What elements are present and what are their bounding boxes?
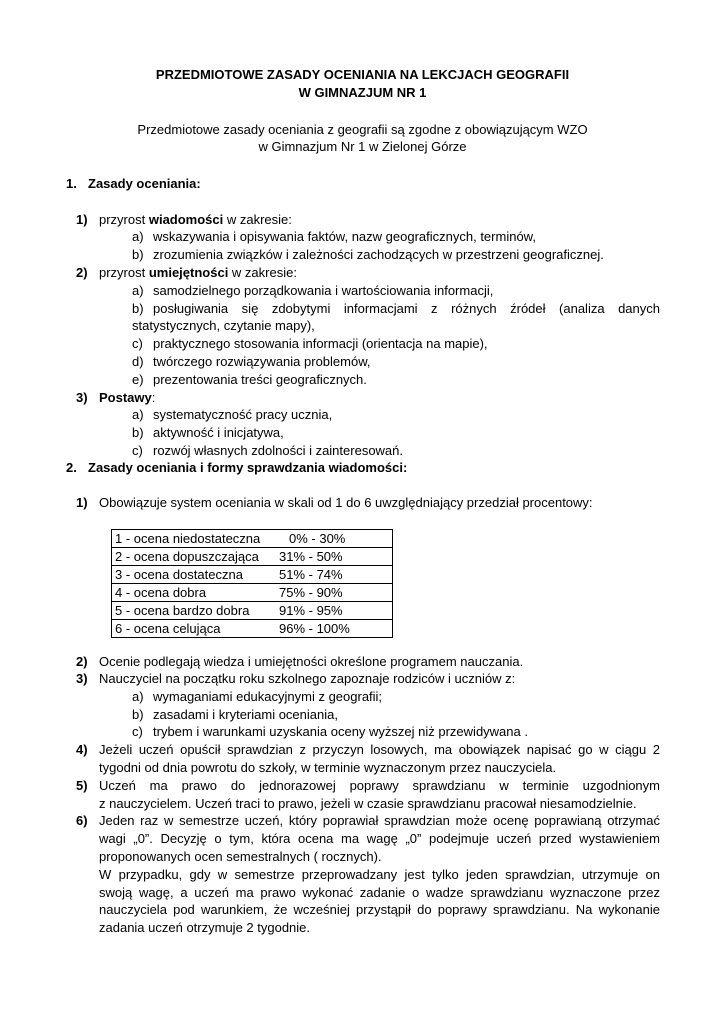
- grade-range: 51% - 74%: [276, 566, 393, 584]
- s1-item-1-text: przyrost wiadomości w zakresie:: [99, 212, 292, 227]
- s1-item-2-b-letter: b): [132, 301, 144, 316]
- s2-item-6-paragraph-line-1: W przypadku, gdy w semestrze przeprowadzany jest tylko jeden sprawdzian, utrzymuje on: [99, 867, 660, 882]
- s1-item-1-a-text: wskazywania i opisywania faktów, nazw geograficznych, terminów,: [153, 229, 536, 244]
- s2-item-5-number: 5): [76, 778, 88, 793]
- s1-item-1-b-letter: b): [132, 247, 144, 262]
- s2-item-6-text-line-2: wagi „0”. Decyzję o tym, która ocena ma wagę „0” podejmuje uczeń przed wystawieniem: [99, 831, 660, 846]
- s1-item-1-a-letter: a): [132, 229, 144, 244]
- s2-item-3-a-text: wymaganiami edukacyjnymi z geografii;: [153, 689, 383, 704]
- grade-range: 96% - 100%: [276, 620, 393, 638]
- s1-item-3-c-letter: c): [132, 443, 143, 458]
- s2-item-6-text-line-1: Jeden raz w semestrze uczeń, który poprawiał sprawdzian może ocenę poprawianą otrzymać: [99, 813, 660, 828]
- s1-item-2-e-letter: e): [132, 372, 144, 387]
- grade-range: 31% - 50%: [276, 548, 393, 566]
- table-row: [112, 566, 393, 584]
- s1-item-3-a-letter: a): [132, 407, 144, 422]
- s1-item-2-a-text: samodzielnego porządkowania i wartościowania informacji,: [153, 283, 494, 298]
- s2-item-3-b-letter: b): [132, 707, 144, 722]
- s2-item-2-text: Ocenie podlegają wiedza i umiejętności określone programem nauczania.: [99, 654, 524, 669]
- s2-item-3-b-text: zasadami i kryteriami oceniania,: [153, 707, 338, 722]
- s2-item-2-number: 2): [76, 654, 88, 669]
- s2-item-4-number: 4): [76, 742, 88, 757]
- s1-item-2-c-letter: c): [132, 336, 143, 351]
- table-row: [112, 530, 393, 548]
- s1-item-3-number: 3): [76, 390, 88, 405]
- table-row: [112, 602, 393, 620]
- s2-item-3-number: 3): [76, 671, 88, 686]
- s1-item-3-b-text: aktywność i inicjatywa,: [153, 425, 284, 440]
- doc-subtitle-line-2: w Gimnazjum Nr 1 w Zielonej Górze: [258, 139, 467, 154]
- grade-label: 5 - ocena bardzo dobra: [112, 602, 277, 620]
- doc-subtitle-line-1: Przedmiotowe zasady oceniania z geografii są zgodne z obowiązującym WZO: [137, 122, 588, 137]
- s1-item-3-text: Postawy:: [99, 390, 156, 405]
- grade-label: 1 - ocena niedostateczna: [112, 530, 277, 548]
- s1-item-2-a-letter: a): [132, 283, 144, 298]
- s2-item-3-text: Nauczyciel na początku roku szkolnego zapoznaje rodziców i uczniów z:: [99, 671, 516, 686]
- s2-item-5-text-line-1: Uczeń ma prawo do jednorazowej poprawy sprawdzianu w terminie uzgodnionym: [99, 778, 660, 793]
- section-2-number: 2.: [66, 460, 77, 475]
- s2-item-3-c-letter: c): [132, 724, 143, 739]
- s2-item-6-paragraph-line-4: zadania uczeń otrzymuje 2 tygodnie.: [99, 920, 311, 935]
- section-1-number: 1.: [66, 176, 77, 191]
- s1-item-2-e-text: prezentowania treści geograficznych.: [153, 372, 367, 387]
- s2-item-5-text-line-2: z nauczycielem. Uczeń traci to prawo, jeżeli w czasie sprawdzianu pracował niesamodzielnie.: [99, 796, 637, 811]
- s1-item-2-text: przyrost umiejętności w zakresie:: [99, 265, 297, 280]
- s2-item-4-text-line-1: Jeżeli uczeń opuścił sprawdzian z przyczyn losowych, ma obowiązek napisać go w ciągu 2: [99, 742, 660, 757]
- s1-item-3-a-text: systematyczność pracy ucznia,: [153, 407, 333, 422]
- s1-item-2-b-text-line-2: statystycznych, czytanie mapy),: [132, 318, 315, 333]
- grade-range: 75% - 90%: [276, 584, 393, 602]
- grading-scale-table: [111, 529, 393, 638]
- s2-item-1-text: Obowiązuje system oceniania w skali od 1 do 6 uwzględniający przedział procentowy:: [99, 495, 593, 510]
- s2-item-3-c-text: trybem i warunkami uzyskania oceny wyższej niż przewidywana .: [153, 724, 528, 739]
- grade-label: 2 - ocena dopuszczająca: [112, 548, 277, 566]
- doc-title-line-1: PRZEDMIOTOWE ZASADY OCENIANIA NA LEKCJACH GEOGRAFII: [155, 67, 570, 82]
- grade-range: 91% - 95%: [276, 602, 393, 620]
- s1-item-2-d-text: twórczego rozwiązywania problemów,: [153, 354, 371, 369]
- table-row: [112, 548, 393, 566]
- table-row: [112, 584, 393, 602]
- s1-item-2-number: 2): [76, 265, 88, 280]
- s1-item-3-c-text: rozwój własnych zdolności i zainteresowań.: [153, 443, 404, 458]
- s1-item-2-c-text: praktycznego stosowania informacji (orientacja na mapie),: [153, 336, 488, 351]
- s1-item-2-d-letter: d): [132, 354, 144, 369]
- s2-item-4-text-line-2: tygodni od dnia powrotu do szkoły, w terminie wyznaczonym przez nauczyciela.: [99, 760, 557, 775]
- s2-item-3-a-letter: a): [132, 689, 144, 704]
- s1-item-1-number: 1): [76, 212, 88, 227]
- s2-item-6-number: 6): [76, 813, 88, 828]
- s2-item-6-paragraph-line-2: swoją wagę, a uczeń ma prawo wykonać zadanie o wadze sprawdzianu wyznaczone przez: [99, 885, 660, 900]
- s1-item-1-b-text: zrozumienia związków i zależności zachodzących w przestrzeni geograficznej.: [153, 247, 604, 262]
- s1-item-3-b-letter: b): [132, 425, 144, 440]
- section-1-title: Zasady oceniania:: [88, 176, 201, 191]
- s2-item-6-text-line-3: proponowanych ocen semestralnych ( rocznych).: [99, 849, 382, 864]
- grade-range: 0% - 30%: [276, 530, 393, 548]
- grade-label: 3 - ocena dostateczna: [112, 566, 277, 584]
- table-row: [112, 620, 393, 638]
- doc-title-line-2: W GIMNAZJUM NR 1: [298, 85, 427, 100]
- s2-item-6-paragraph-line-3: nauczyciela pod warunkiem, że wcześniej przystąpił do poprawy sprawdzianu. Na wykonanie: [99, 902, 660, 917]
- section-2-title: Zasady oceniania i formy sprawdzania wiadomości:: [88, 460, 408, 475]
- s1-item-2-b-text-line-1: posługiwania się zdobytymi informacjami z różnych źródeł (analiza danych: [153, 301, 660, 316]
- s2-item-1-number: 1): [76, 495, 88, 510]
- grade-label: 6 - ocena celująca: [112, 620, 277, 638]
- grade-label: 4 - ocena dobra: [112, 584, 277, 602]
